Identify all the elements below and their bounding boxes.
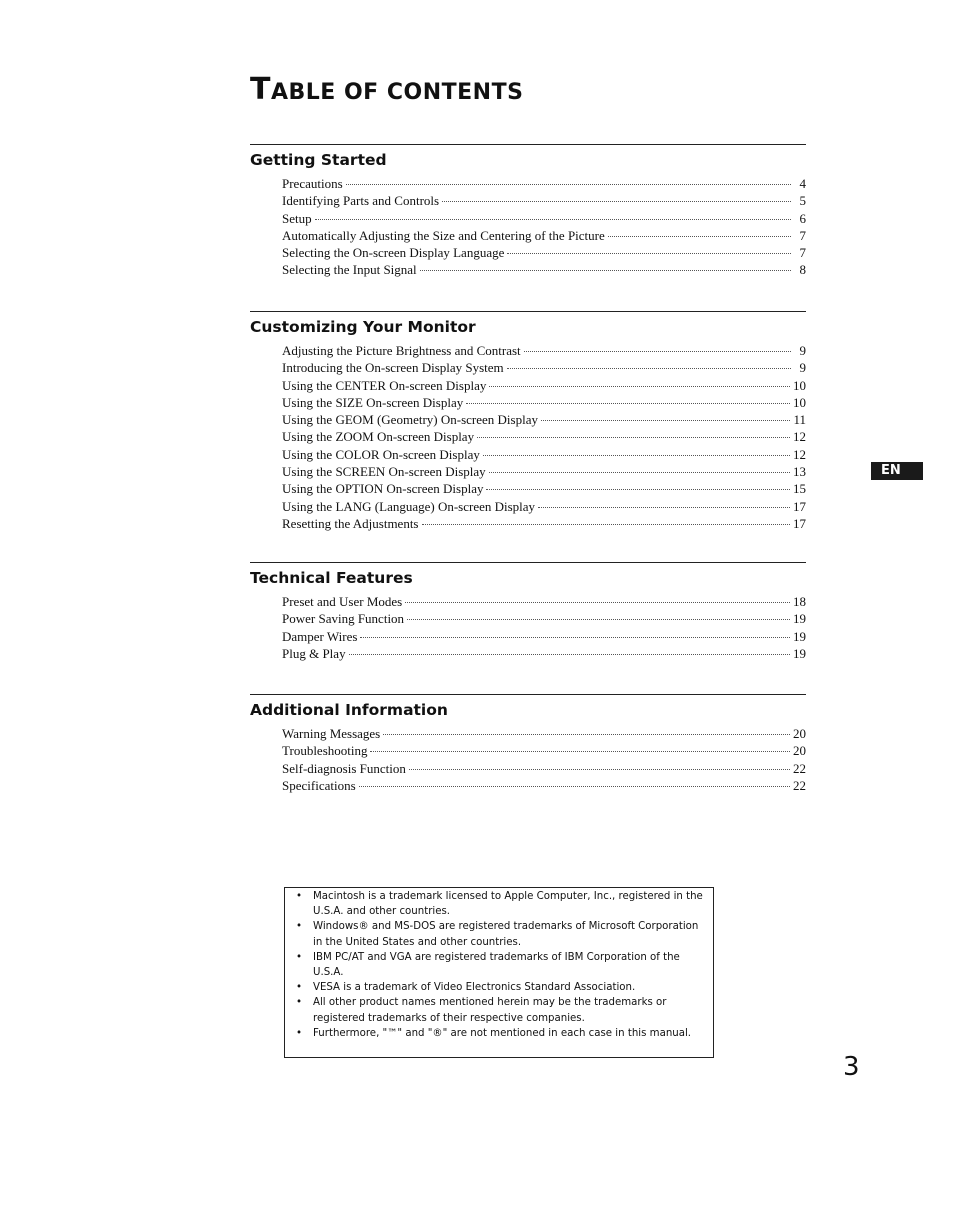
dot-leader (370, 751, 790, 752)
toc-entry-title: Damper Wires (282, 628, 358, 644)
toc-entry-title: Setup (282, 210, 312, 226)
toc-entry[interactable] (282, 480, 806, 497)
toc-entry-page: 12 (793, 429, 806, 445)
toc-entry[interactable] (282, 760, 806, 777)
dot-leader (489, 386, 790, 387)
dot-leader (538, 507, 790, 508)
toc-entry-title: Automatically Adjusting the Size and Centering of the Picture (282, 227, 605, 243)
toc-entry[interactable] (282, 227, 806, 244)
trademark-note: • Windows® and MS-DOS are registered trademarks of Microsoft Corporation in the United States and other countries. (295, 919, 707, 949)
section-divider (250, 562, 806, 563)
toc-entry-page: 7 (799, 245, 806, 261)
toc-entry[interactable] (282, 628, 806, 645)
toc-entry-page: 9 (799, 360, 806, 376)
dot-leader (407, 619, 790, 620)
toc-entry-page: 22 (793, 777, 806, 793)
dot-leader (383, 734, 790, 735)
dot-leader (409, 769, 790, 770)
toc-entry[interactable] (282, 411, 806, 428)
toc-entry-title: Introducing the On-screen Display System (282, 360, 504, 376)
toc-entry[interactable] (282, 342, 806, 359)
toc-entry-page: 19 (793, 611, 806, 627)
section-additional-information (250, 694, 806, 794)
dot-leader (477, 437, 790, 438)
section-divider (250, 311, 806, 312)
toc-entry-page: 5 (799, 193, 806, 209)
dot-leader (359, 786, 790, 787)
toc-entry[interactable] (282, 175, 806, 192)
toc-entry-page: 13 (793, 464, 806, 480)
toc-entry-title: Using the ZOOM On-screen Display (282, 429, 475, 445)
dot-leader (524, 351, 791, 352)
toc-entry[interactable] (282, 210, 806, 227)
section-technical-features (250, 562, 806, 662)
toc-entry-title: Self-diagnosis Function (282, 760, 406, 776)
toc-entry[interactable] (282, 261, 806, 278)
toc-entry-page: 12 (793, 446, 806, 462)
dot-leader (541, 420, 791, 421)
toc-entry-title: Identifying Parts and Controls (282, 193, 440, 209)
dot-leader (442, 201, 791, 202)
toc-entry-title: Plug & Play (282, 645, 346, 661)
toc-entry-title: Warning Messages (282, 726, 381, 741)
dot-leader (349, 654, 790, 655)
toc-entry-page: 10 (793, 377, 806, 393)
toc-entry-title: Using the CENTER On-screen Display (282, 377, 487, 393)
dot-leader (466, 403, 790, 404)
toc-entry-title: Precautions (282, 176, 343, 191)
dot-leader (315, 219, 791, 220)
dot-leader (360, 637, 790, 638)
toc-entry[interactable] (282, 446, 806, 463)
toc-entry-page: 6 (799, 210, 806, 226)
dot-leader (489, 472, 790, 473)
trademark-note: • Furthermore, "™" and "®" are not mentioned in each case in this manual. (295, 1026, 707, 1041)
toc-entry-page: 17 (793, 515, 806, 531)
toc-entry-title: Using the OPTION On-screen Display (282, 481, 484, 497)
toc-entry-title: Selecting the Input Signal (282, 262, 417, 278)
toc-entry-page: 18 (793, 594, 806, 609)
trademark-notes-list (295, 889, 707, 1041)
toc-entry[interactable] (282, 725, 806, 742)
toc-entry-title: Using the GEOM (Geometry) On-screen Display (282, 412, 538, 428)
toc-entry-title: Specifications (282, 777, 356, 793)
dot-leader (346, 184, 791, 185)
toc-entry-page: 17 (793, 498, 806, 514)
dot-leader (507, 253, 791, 254)
dot-leader (483, 455, 790, 456)
section-customizing-your-monitor (250, 311, 806, 532)
toc-entry-page: 20 (793, 743, 806, 759)
section-heading: Technical Features (250, 569, 413, 587)
toc-entry-title: Troubleshooting (282, 743, 368, 759)
trademark-note: • All other product names mentioned herein may be the trademarks or registered trademarks of their respective companies. (295, 995, 707, 1025)
language-tab-en: EN (871, 462, 923, 480)
toc-entry-title: Using the COLOR On-screen Display (282, 446, 480, 462)
toc-entry-title: Resetting the Adjustments (282, 515, 419, 531)
toc-entry[interactable] (282, 742, 806, 759)
trademark-notes-box (284, 887, 714, 1058)
toc-entry-page: 19 (793, 645, 806, 661)
toc-entry[interactable] (282, 463, 806, 480)
trademark-note: • IBM PC/AT and VGA are registered trademarks of IBM Corporation of the U.S.A. (295, 950, 707, 980)
title-initial: T (250, 72, 271, 107)
dot-leader (507, 368, 791, 369)
section-heading: Additional Information (250, 701, 448, 719)
toc-entry-page: 8 (799, 262, 806, 278)
section-heading: Customizing Your Monitor (250, 318, 476, 336)
toc-entry-title: Adjusting the Picture Brightness and Contrast (282, 343, 521, 358)
toc-entry-page: 10 (793, 394, 806, 410)
toc-entry-title: Power Saving Function (282, 611, 405, 627)
toc-entry-title: Using the SIZE On-screen Display (282, 394, 464, 410)
trademark-note: • VESA is a trademark of Video Electronics Standard Association. (295, 980, 707, 995)
toc-entry[interactable] (282, 377, 806, 394)
trademark-note: • Macintosh is a trademark licensed to Apple Computer, Inc., registered in the U.S.A. and other countries. (295, 889, 707, 919)
toc-entry-page: 11 (793, 412, 806, 428)
toc-entry-page: 15 (793, 481, 806, 497)
toc-entry-title: Using the LANG (Language) On-screen Display (282, 498, 536, 514)
dot-leader (608, 236, 791, 237)
toc-entry-title: Selecting the On-screen Display Language (282, 245, 505, 261)
toc-entry[interactable] (282, 645, 806, 662)
page-number: 3 (843, 1052, 860, 1082)
dot-leader (422, 524, 791, 525)
title-rest: ABLE OF CONTENTS (270, 80, 524, 105)
toc-entry[interactable] (282, 498, 806, 515)
toc-entry[interactable] (282, 359, 806, 376)
toc-entry[interactable] (282, 593, 806, 610)
section-divider (250, 144, 806, 145)
toc-entry[interactable] (282, 515, 806, 532)
toc-entry[interactable] (282, 394, 806, 411)
toc-entry-page: 19 (793, 628, 806, 644)
dot-leader (486, 489, 790, 490)
section-getting-started (250, 144, 806, 279)
toc-entry-page: 7 (799, 227, 806, 243)
toc-entry-title: Preset and User Modes (282, 594, 403, 609)
toc-entry-title: Using the SCREEN On-screen Display (282, 464, 486, 480)
toc-entry[interactable] (282, 192, 806, 209)
toc-entry-page: 9 (799, 343, 806, 358)
dot-leader (405, 602, 790, 603)
section-heading: Getting Started (250, 151, 387, 169)
dot-leader (420, 270, 791, 271)
toc-entry-page: 4 (799, 176, 806, 191)
page-title (250, 72, 523, 107)
toc-entry[interactable] (282, 428, 806, 445)
toc-entry[interactable] (282, 610, 806, 627)
toc-entry[interactable] (282, 244, 806, 261)
toc-entry-page: 22 (793, 760, 806, 776)
toc-entry[interactable] (282, 777, 806, 794)
toc-entry-page: 20 (793, 726, 806, 741)
section-divider (250, 694, 806, 695)
